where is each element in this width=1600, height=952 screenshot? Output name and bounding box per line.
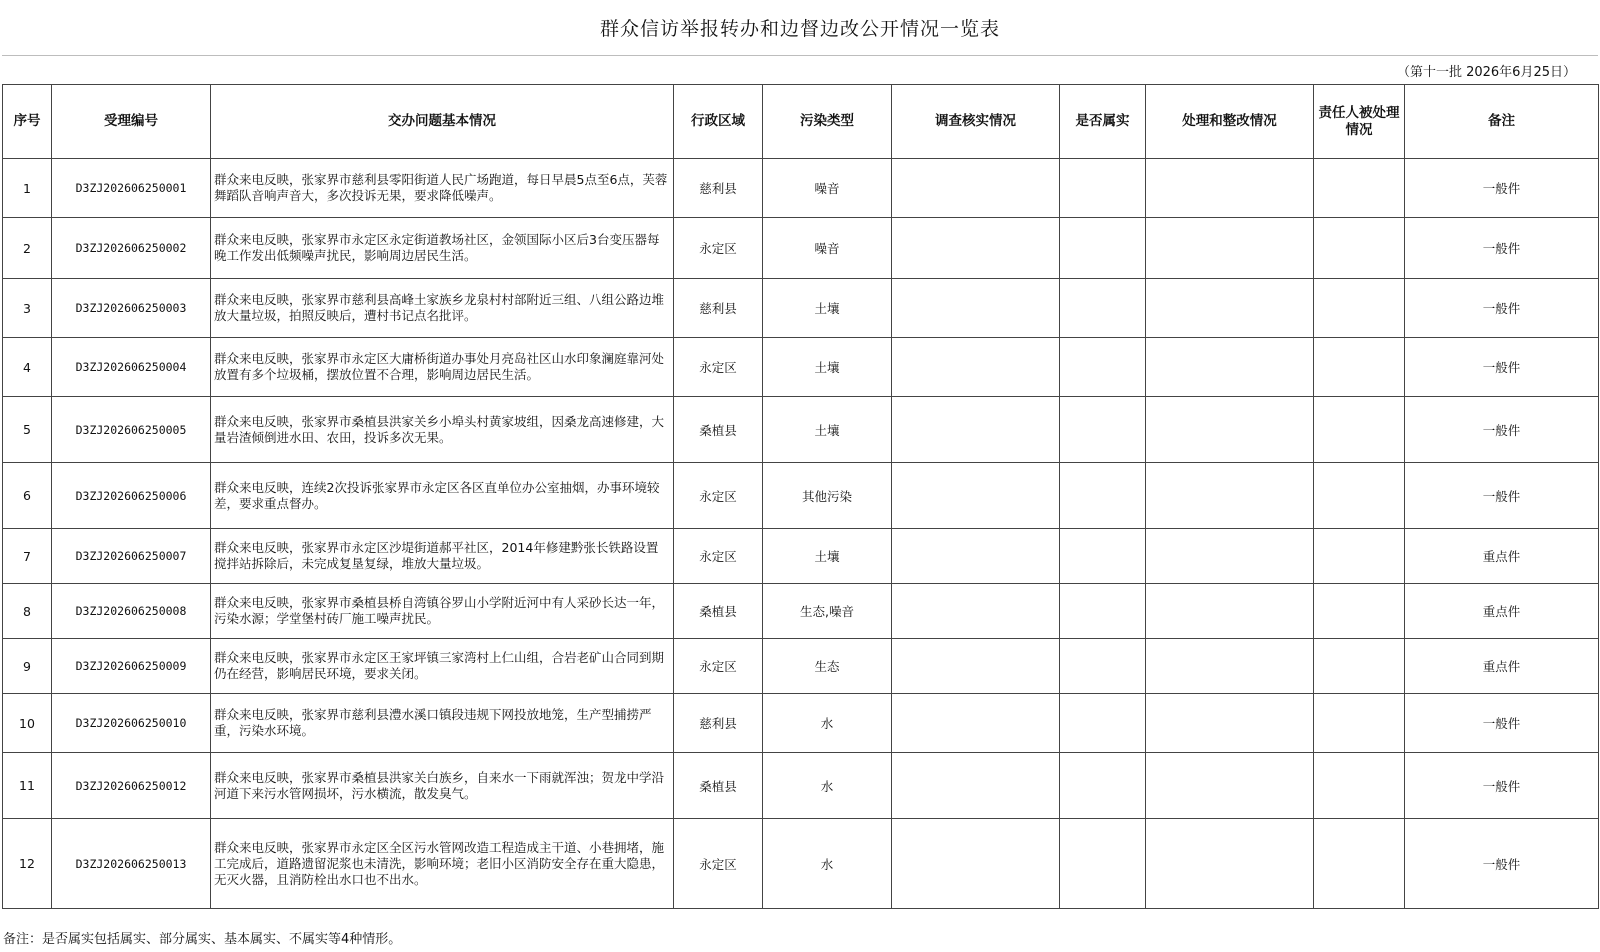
cell-region: 永定区 (674, 338, 763, 397)
cell-code: D3ZJ202606250004 (52, 338, 211, 397)
cell-desc: 群众来电反映，张家界市桑植县桥自湾镇谷罗山小学附近河中有人采砂长达一年，污染水源；学堂堡村砖厂施工噪声扰民。 (211, 584, 674, 639)
cell-desc: 群众来电反映，张家界市永定区大庸桥街道办事处月亮岛社区山水印象澜庭靠河处放置有多个垃圾桶，摆放位置不合理，影响周边居民生活。 (211, 338, 674, 397)
cell-region: 永定区 (674, 819, 763, 909)
cell-type: 土壤 (763, 529, 892, 584)
cell-code: D3ZJ202606250013 (52, 819, 211, 909)
cell-handling (1146, 584, 1314, 639)
batch-date: （第十一批 2026年6月25日） (1396, 64, 1576, 80)
cell-no: 8 (3, 584, 52, 639)
cell-accountability (1314, 397, 1405, 463)
cell-note: 一般件 (1405, 694, 1599, 753)
cell-region: 桑植县 (674, 584, 763, 639)
cell-investigation (892, 159, 1060, 218)
cell-desc: 群众来电反映，张家界市永定区永定街道教场社区，金领国际小区后3台变压器每晚工作发出低频噪声扰民，影响周边居民生活。 (211, 218, 674, 279)
cell-note: 一般件 (1405, 159, 1599, 218)
cell-region: 慈利县 (674, 694, 763, 753)
page-title: 群众信访举报转办和边督边改公开情况一览表 (2, 0, 1598, 56)
cell-no: 7 (3, 529, 52, 584)
header-code: 受理编号 (52, 85, 211, 159)
cell-verified (1060, 338, 1146, 397)
cell-no: 10 (3, 694, 52, 753)
cell-type: 土壤 (763, 338, 892, 397)
header-handling: 处理和整改情况 (1146, 85, 1314, 159)
cell-note: 一般件 (1405, 218, 1599, 279)
cell-verified (1060, 397, 1146, 463)
cell-note: 一般件 (1405, 338, 1599, 397)
header-note: 备注 (1405, 85, 1599, 159)
cell-handling (1146, 338, 1314, 397)
cell-accountability (1314, 218, 1405, 279)
cell-handling (1146, 529, 1314, 584)
cell-type: 水 (763, 694, 892, 753)
cell-type: 生态 (763, 639, 892, 694)
cell-type: 水 (763, 753, 892, 819)
cell-desc: 群众来电反映，连续2次投诉张家界市永定区各区直单位办公室抽烟，办事环境较差，要求重点督办。 (211, 463, 674, 529)
cell-desc: 群众来电反映，张家界市桑植县洪家关乡小埠头村黄家坡组，因桑龙高速修建，大量岩渣倾倒进水田、农田，投诉多次无果。 (211, 397, 674, 463)
cell-investigation (892, 279, 1060, 338)
cell-verified (1060, 694, 1146, 753)
cell-region: 慈利县 (674, 159, 763, 218)
cell-region: 慈利县 (674, 279, 763, 338)
cell-code: D3ZJ202606250005 (52, 397, 211, 463)
cell-region: 永定区 (674, 463, 763, 529)
cell-investigation (892, 584, 1060, 639)
cell-investigation (892, 819, 1060, 909)
table-header-row (3, 85, 1599, 159)
header-type: 污染类型 (763, 85, 892, 159)
cell-handling (1146, 753, 1314, 819)
table-row (3, 159, 1599, 218)
cell-no: 2 (3, 218, 52, 279)
header-verified: 是否属实 (1060, 85, 1146, 159)
cell-investigation (892, 639, 1060, 694)
cell-verified (1060, 753, 1146, 819)
table-row (3, 279, 1599, 338)
cell-region: 永定区 (674, 639, 763, 694)
cell-accountability (1314, 639, 1405, 694)
cell-accountability (1314, 463, 1405, 529)
cell-code: D3ZJ202606250001 (52, 159, 211, 218)
cell-note: 一般件 (1405, 819, 1599, 909)
cell-investigation (892, 694, 1060, 753)
cell-handling (1146, 397, 1314, 463)
cell-region: 永定区 (674, 529, 763, 584)
cell-type: 噪音 (763, 218, 892, 279)
cell-handling (1146, 159, 1314, 218)
cell-accountability (1314, 753, 1405, 819)
table-row (3, 218, 1599, 279)
cell-code: D3ZJ202606250008 (52, 584, 211, 639)
cell-verified (1060, 529, 1146, 584)
cell-handling (1146, 694, 1314, 753)
cell-accountability (1314, 819, 1405, 909)
cell-handling (1146, 463, 1314, 529)
cell-investigation (892, 218, 1060, 279)
cell-region: 桑植县 (674, 753, 763, 819)
cell-type: 其他污染 (763, 463, 892, 529)
cell-no: 1 (3, 159, 52, 218)
cell-type: 生态,噪音 (763, 584, 892, 639)
footnote: 备注：是否属实包括属实、部分属实、基本属实、不属实等4种情形。 (3, 932, 402, 947)
cell-verified (1060, 584, 1146, 639)
cell-accountability (1314, 159, 1405, 218)
header-region: 行政区域 (674, 85, 763, 159)
cell-note: 一般件 (1405, 463, 1599, 529)
cell-desc: 群众来电反映，张家界市桑植县洪家关白族乡，自来水一下雨就浑浊；贺龙中学沿河道下来污水管网损坏，污水横流，散发臭气。 (211, 753, 674, 819)
header-investigation: 调查核实情况 (892, 85, 1060, 159)
table-row (3, 584, 1599, 639)
cell-accountability (1314, 529, 1405, 584)
cell-note: 一般件 (1405, 279, 1599, 338)
cell-accountability (1314, 338, 1405, 397)
cell-desc: 群众来电反映，张家界市慈利县零阳街道人民广场跑道，每日早晨5点至6点，芙蓉舞蹈队音响声音大，多次投诉无果，要求降低噪声。 (211, 159, 674, 218)
cell-investigation (892, 338, 1060, 397)
cell-handling (1146, 819, 1314, 909)
cell-verified (1060, 279, 1146, 338)
cell-handling (1146, 639, 1314, 694)
cell-code: D3ZJ202606250007 (52, 529, 211, 584)
table-row (3, 529, 1599, 584)
cell-type: 水 (763, 819, 892, 909)
cell-code: D3ZJ202606250002 (52, 218, 211, 279)
cell-accountability (1314, 694, 1405, 753)
cell-region: 桑植县 (674, 397, 763, 463)
table-row (3, 694, 1599, 753)
cell-note: 重点件 (1405, 529, 1599, 584)
cell-handling (1146, 218, 1314, 279)
cell-investigation (892, 463, 1060, 529)
table-row (3, 338, 1599, 397)
cell-code: D3ZJ202606250009 (52, 639, 211, 694)
cell-investigation (892, 753, 1060, 819)
cell-code: D3ZJ202606250003 (52, 279, 211, 338)
cell-no: 5 (3, 397, 52, 463)
cell-type: 土壤 (763, 279, 892, 338)
cell-verified (1060, 639, 1146, 694)
cell-type: 噪音 (763, 159, 892, 218)
cell-accountability (1314, 279, 1405, 338)
header-desc: 交办问题基本情况 (211, 85, 674, 159)
cell-no: 9 (3, 639, 52, 694)
cell-investigation (892, 397, 1060, 463)
cell-desc: 群众来电反映，张家界市永定区沙堤街道郝平社区，2014年修建黔张长铁路设置搅拌站拆除后，未完成复垦复绿，堆放大量垃圾。 (211, 529, 674, 584)
cell-verified (1060, 819, 1146, 909)
cell-investigation (892, 529, 1060, 584)
cell-verified (1060, 463, 1146, 529)
table-row (3, 753, 1599, 819)
table-row (3, 639, 1599, 694)
cell-handling (1146, 279, 1314, 338)
header-accountability: 责任人被处理情况 (1314, 85, 1405, 159)
cell-code: D3ZJ202606250010 (52, 694, 211, 753)
cell-verified (1060, 218, 1146, 279)
table-row (3, 463, 1599, 529)
cell-no: 12 (3, 819, 52, 909)
cell-region: 永定区 (674, 218, 763, 279)
cell-no: 3 (3, 279, 52, 338)
cell-note: 一般件 (1405, 753, 1599, 819)
cell-desc: 群众来电反映，张家界市慈利县高峰土家族乡龙泉村村部附近三组、八组公路边堆放大量垃圾，拍照反映后，遭村书记点名批评。 (211, 279, 674, 338)
cell-note: 重点件 (1405, 639, 1599, 694)
table-row (3, 397, 1599, 463)
cell-desc: 群众来电反映，张家界市永定区全区污水管网改造工程造成主干道、小巷拥堵，施工完成后，道路遗留泥浆也未清洗，影响环境；老旧小区消防安全存在重大隐患，无灭火器，且消防栓出水口也不出水。 (211, 819, 674, 909)
petition-table (2, 84, 1599, 909)
cell-note: 一般件 (1405, 397, 1599, 463)
cell-type: 土壤 (763, 397, 892, 463)
cell-code: D3ZJ202606250012 (52, 753, 211, 819)
cell-desc: 群众来电反映，张家界市永定区王家坪镇三家湾村上仁山组，合岩老矿山合同到期仍在经营，影响居民环境，要求关闭。 (211, 639, 674, 694)
table-row (3, 819, 1599, 909)
cell-note: 重点件 (1405, 584, 1599, 639)
cell-no: 4 (3, 338, 52, 397)
cell-no: 11 (3, 753, 52, 819)
cell-accountability (1314, 584, 1405, 639)
cell-verified (1060, 159, 1146, 218)
header-no: 序号 (3, 85, 52, 159)
cell-code: D3ZJ202606250006 (52, 463, 211, 529)
cell-desc: 群众来电反映，张家界市慈利县澧水溪口镇段违规下网投放地笼，生产型捕捞严重，污染水环境。 (211, 694, 674, 753)
cell-no: 6 (3, 463, 52, 529)
